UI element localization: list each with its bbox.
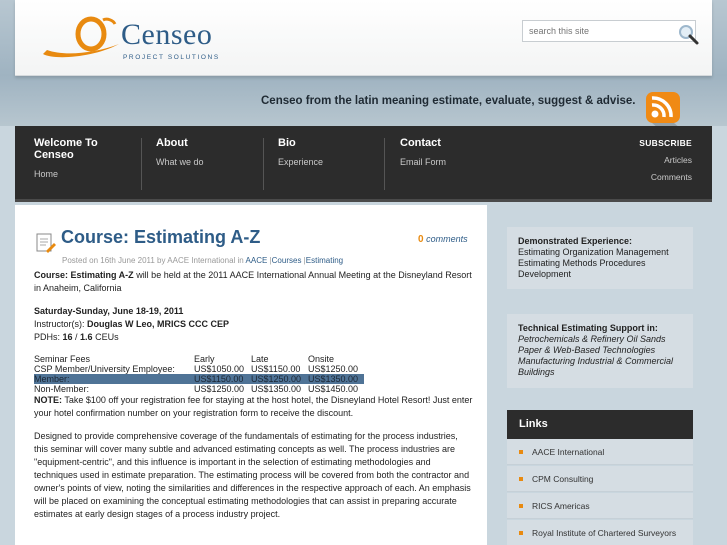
main-navigation (15, 126, 712, 202)
search-box (522, 20, 696, 42)
fees-header-cell: Late (251, 354, 269, 364)
note-label: NOTE: (34, 395, 62, 405)
ceu-label: CEUs (92, 332, 119, 342)
fees-cell: Member: (34, 374, 194, 384)
comment-count-link[interactable] (418, 234, 468, 245)
date-line-text: Saturday-Sunday, June 18-19, 2011 (34, 306, 184, 316)
comment-label: comments (426, 234, 468, 244)
instructor-name: Douglas W Leo, MRICS CCC CEP (87, 319, 230, 329)
pdh-value: 16 (62, 332, 73, 342)
table-row (34, 374, 364, 384)
nav-title-contact: Contact (400, 137, 441, 149)
technical-support-line: Manufacturing Industrial & Commercial (518, 356, 674, 366)
post-intro-bold: Course: Estimating A-Z (34, 270, 134, 280)
nav-title-welcome (34, 137, 98, 161)
subscribe-heading: SUBSCRIBE (639, 138, 692, 148)
logo-wordmark: Censeo (121, 18, 213, 51)
link-aace-international[interactable]: AACE International (507, 439, 693, 465)
category-link-courses[interactable]: Courses (271, 256, 302, 265)
nav-sub-email-form[interactable]: Email Form (400, 157, 447, 167)
post-intro-rest: will be held at the 2011 AACE International Annual Meeting at the Disneyland Resort in Anaheim, California (34, 270, 472, 293)
post-title[interactable]: Course: Estimating A-Z (61, 227, 261, 247)
nav-divider (384, 138, 385, 190)
nav-item-bio[interactable] (278, 137, 323, 167)
nav-item-home[interactable] (34, 137, 98, 179)
instructor-line (34, 318, 474, 331)
rss-feed-icon[interactable] (644, 89, 692, 129)
technical-support-heading: Technical Estimating Support in: (518, 323, 658, 333)
ceu-value: 1.6 (80, 332, 93, 342)
search-icon[interactable] (675, 22, 703, 48)
experience-line: Development (518, 269, 572, 279)
post-body (34, 269, 474, 521)
pdh-separator: / (72, 332, 81, 342)
instructor-label: Instructor(s): (34, 319, 88, 329)
fees-header-cell: Early (194, 354, 215, 364)
nav-sub-home[interactable]: Home (34, 169, 59, 179)
fees-cell: US$1250.00 (251, 374, 308, 384)
fees-cell: US$1350.00 (308, 374, 364, 384)
note-text: Take $100 off your registration fee for staying at the host hotel, the Disneyland Hotel Resort! Just enter your hotel confirmation number on your registration form to receive the discount. (34, 395, 473, 418)
experience-line: Estimating Methods Procedures (518, 258, 646, 268)
technical-support-line: Paper & Web-Based Technologies (518, 345, 656, 355)
nav-title-bio: Bio (278, 137, 296, 149)
sidebar (487, 205, 727, 545)
post-meta-prefix: Posted on 16th June 2011 by AACE International in (62, 256, 244, 265)
comment-count: 0 (418, 234, 424, 245)
logo-subtitle: PROJECT SOLUTIONS (123, 54, 220, 61)
table-row (34, 364, 364, 374)
fees-cell: US$1150.00 (251, 364, 301, 374)
fees-cell: US$1350.00 (251, 384, 302, 394)
fees-cell: CSP Member/University Employee: (34, 364, 175, 374)
nav-divider (141, 138, 142, 190)
main-content (15, 205, 487, 545)
table-row (34, 384, 364, 394)
search-input[interactable] (523, 21, 673, 41)
logo-swoosh-icon (33, 14, 123, 64)
nav-item-about[interactable] (156, 137, 204, 167)
nav-sub-experience[interactable]: Experience (278, 157, 324, 167)
fees-cell: Non-Member: (34, 384, 90, 394)
fees-header-row (34, 354, 364, 364)
subscribe-articles-link[interactable]: Articles (664, 155, 692, 165)
nav-title-about: About (156, 137, 188, 149)
technical-support-line: Buildings (518, 367, 555, 377)
description-paragraph: Designed to provide comprehensive coverage of the fundamentals of estimating for the process industries, this seminar will cover many subtle and advanced estimating concepts as well. The process industries are "equipment-centric", and this influence is important in the selection of estimating methodologies and techniques used in estimate preparation. The estimating process will be covered from both the contractor and owner's points of view, noting the similarities and differences in the respective approach of each. An emphasis will be placed on examining the conceptual estimating methodologies that can assist in preparing accurate estimates at early design stages of a process industry project. (34, 431, 471, 519)
subscribe-panel (639, 138, 692, 182)
nav-title-line2: Censeo (34, 149, 74, 161)
fees-table (34, 354, 364, 394)
link-royal-institute[interactable]: Royal Institute of Chartered Surveyors (507, 520, 693, 545)
nav-item-contact[interactable] (400, 137, 446, 167)
fees-header-cell: Seminar Fees (34, 354, 91, 364)
fees-cell: US$1450.00 (308, 384, 359, 394)
links-heading: Links (507, 410, 693, 439)
link-cpm-consulting[interactable]: CPM Consulting (507, 466, 693, 492)
document-icon (34, 232, 56, 254)
post-meta: Posted on 16th June 2011 by AACE International in AACE |Courses |Estimating (62, 256, 344, 265)
nav-divider (263, 138, 264, 190)
nav-title-line1: Welcome To (34, 137, 98, 149)
technical-support-line: Petrochemicals & Refinery Oil Sands (518, 334, 666, 344)
site-header (15, 0, 712, 76)
site-logo[interactable] (33, 14, 233, 64)
fees-header-cell: Onsite (308, 354, 335, 364)
subscribe-comments-link[interactable]: Comments (650, 172, 692, 182)
link-rics-americas[interactable]: RICS Americas (507, 493, 693, 519)
pdh-line (34, 331, 474, 344)
experience-box (507, 227, 693, 289)
note-paragraph (34, 394, 474, 420)
category-link-aace[interactable]: AACE (245, 256, 268, 265)
pdh-label: PDHs: (34, 332, 63, 342)
date-line (34, 305, 474, 318)
experience-heading: Demonstrated Experience: (518, 236, 633, 246)
site-tagline: Censeo from the latin meaning estimate, evaluate, suggest & advise. (261, 95, 636, 107)
fees-cell: US$1050.00 (194, 364, 245, 374)
post-intro (34, 269, 474, 295)
fees-cell: US$1250.00 (194, 384, 245, 394)
technical-support-box (507, 314, 693, 388)
category-link-estimating[interactable]: Estimating (305, 256, 344, 265)
fees-cell: US$1150.00 (194, 374, 251, 384)
fees-cell: US$1250.00 (308, 364, 359, 374)
nav-sub-what-we-do[interactable]: What we do (156, 157, 204, 167)
experience-line: Estimating Organization Management (518, 247, 669, 257)
